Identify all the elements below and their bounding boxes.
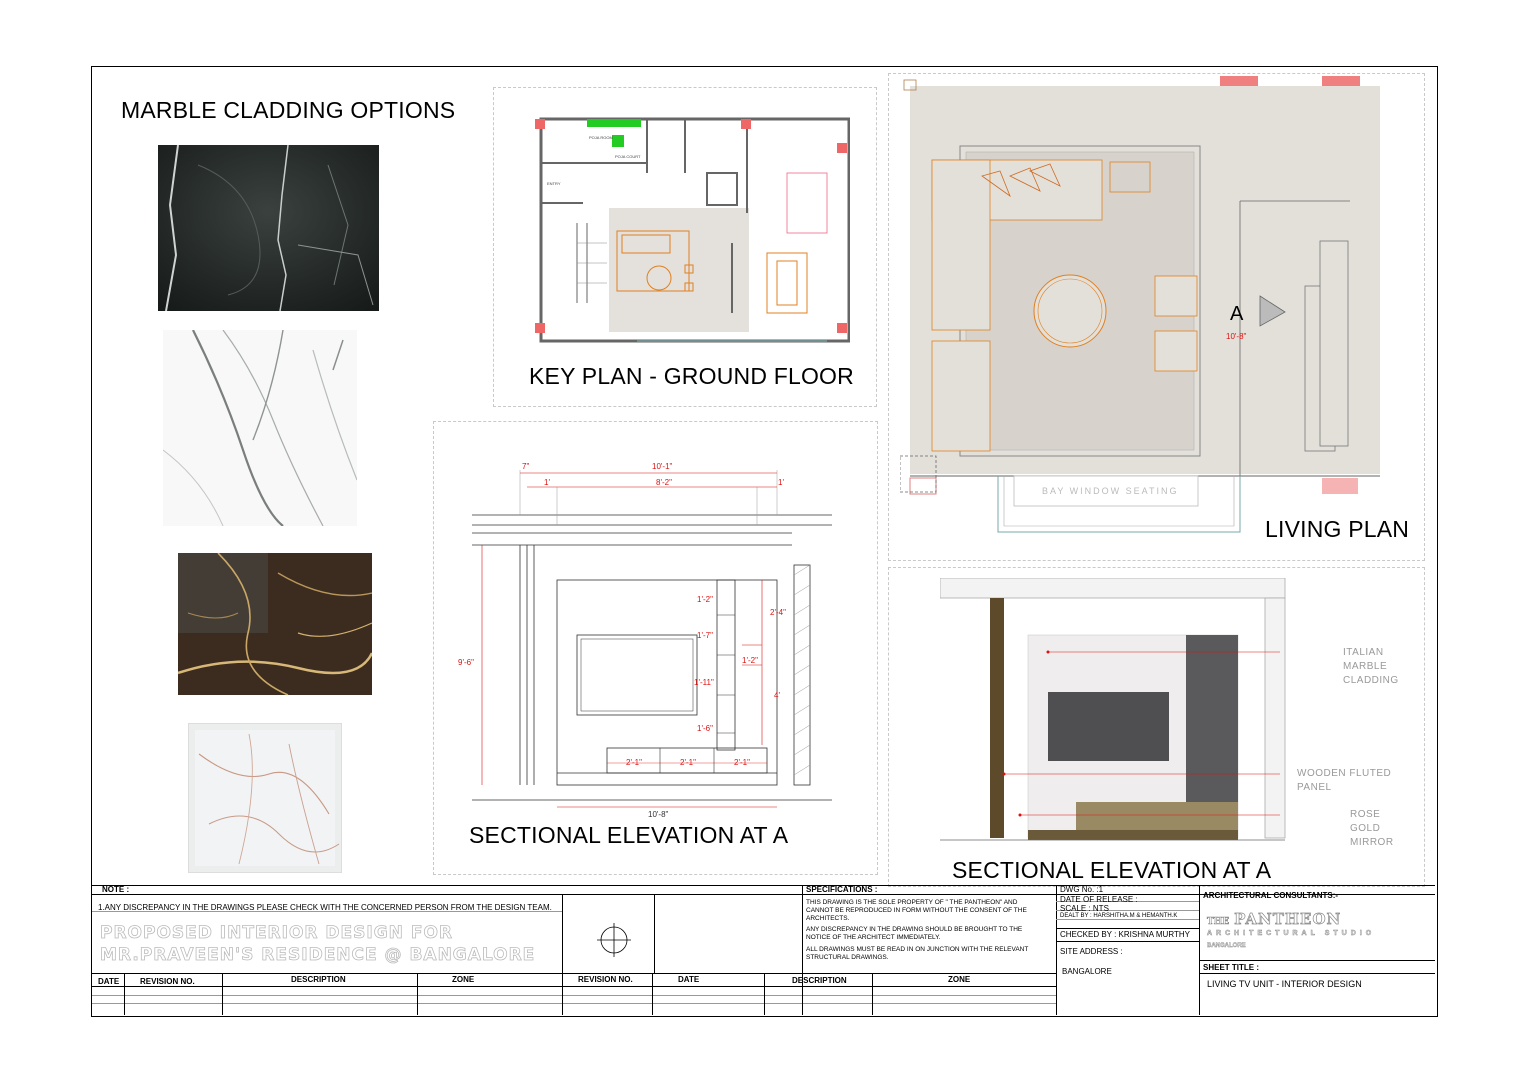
key-plan-label-puja-court: POJA COURT — [615, 154, 641, 159]
rev-h-description-2: DESCRIPTION — [792, 976, 847, 985]
sl-dim-mid-center: 8'-2" — [656, 478, 672, 487]
firm-logo: THE PANTHEON — [1207, 910, 1342, 928]
sheet-title: LIVING TV UNIT - INTERIOR DESIGN — [1207, 979, 1362, 989]
project-line2: MR.PRAVEEN'S RESIDENCE @ BANGALORE — [100, 945, 536, 965]
spec-2: ANY DISCREPANCY IN THE DRAWING SHOULD BE BROUGHT TO THE NOTICE OF THE ARCHITECT IMMEDIATELY. — [806, 926, 1023, 941]
sl-dim-drawer2: 2'-1" — [680, 758, 696, 767]
dwg-no: DWG No. :1 — [1060, 885, 1104, 894]
rev-h-revision-2: REVISION NO. — [578, 975, 633, 984]
sl-dim-top-overall: 10'-1" — [652, 462, 673, 471]
key-plan-title: KEY PLAN - GROUND FLOOR — [529, 363, 854, 389]
rev-h-date-2: DATE — [678, 975, 700, 984]
marble-options-title: MARBLE CLADDING OPTIONS — [121, 97, 456, 123]
sheet-title-label: SHEET TITLE : — [1203, 963, 1259, 972]
section-left-drawing — [452, 455, 847, 825]
spec-1: THIS DRAWING IS THE SOLE PROPERTY OF " THE PANTHEON" AND CANNOT BE REPRODUCED IN FORM WITHOUT THE CONSENT OF THE ARCHITECTS. — [806, 899, 1027, 922]
note-header: NOTE : — [102, 885, 130, 894]
marble-swatch-black — [158, 145, 379, 311]
sl-dim-shelf1: 1'-2" — [697, 595, 713, 604]
sl-dim-shelf3: 1'-11" — [694, 678, 714, 687]
sl-dim-side-lower: 4' — [774, 691, 780, 700]
bay-window-label: BAY WINDOW SEATING — [1042, 486, 1179, 496]
key-plan-label-puja-room: POJA ROOM — [589, 135, 613, 140]
dealt-by: DEALT BY : HARSHITHA.M & HEMANTH.K — [1060, 913, 1178, 919]
key-plan-drawing — [527, 113, 850, 345]
rev-h-description: DESCRIPTION — [291, 975, 346, 984]
rev-h-zone-2: ZONE — [948, 975, 971, 984]
scale: SCALE : NTS — [1060, 904, 1109, 913]
note-text: 1.ANY DISCREPANCY IN THE DRAWINGS PLEASE CHECK WITH THE CONCERNED PERSON FROM THE DESIGN TEAM. — [98, 903, 552, 912]
sl-dim-height: 9'-6" — [458, 658, 474, 667]
marble-swatch-white — [163, 330, 357, 526]
rev-h-date: DATE — [98, 977, 120, 986]
sl-dim-shelf4: 1'-6" — [697, 724, 713, 733]
site-address-label: SITE ADDRESS : — [1060, 947, 1123, 956]
key-plan-label-entry: ENTRY — [547, 181, 561, 186]
callout-marble: ITALIAN MARBLE CLADDING — [1343, 647, 1399, 686]
firm-city: BANGALORE — [1207, 943, 1246, 949]
title-block — [92, 885, 1435, 1015]
rev-h-zone: ZONE — [452, 975, 475, 984]
sl-dim-drawer3: 2'-1" — [734, 758, 750, 767]
living-plan-drawing — [900, 76, 1410, 536]
sl-dim-shelf2: 1'-7" — [697, 631, 713, 640]
spec-header: SPECIFICATIONS : — [806, 885, 878, 894]
checked-by: CHECKED BY : KRISHNA MURTHY — [1060, 930, 1190, 939]
consultants-label: ARCHITECTURAL CONSULTANTS:- — [1203, 891, 1339, 900]
rev-h-revision: REVISION NO. — [140, 977, 195, 986]
date-release: DATE OF RELEASE : — [1060, 895, 1138, 904]
section-right-drawing — [940, 578, 1290, 848]
marble-swatch-brown-gold — [178, 553, 372, 695]
sl-dim-side-mid: 1'-2" — [742, 656, 758, 665]
firm-sub: ARCHITECTURAL STUDIO — [1207, 930, 1376, 937]
section-left-title: SECTIONAL ELEVATION AT A — [469, 822, 789, 848]
sl-dim-bottom-overall: 10'-8" — [648, 810, 669, 819]
section-right-title: SECTIONAL ELEVATION AT A — [952, 857, 1272, 883]
callout-wooden-panel: WOODEN FLUTED PANEL — [1297, 768, 1392, 793]
spec-3: ALL DRAWINGS MUST BE READ IN ON JUNCTION WITH THE RELEVANT STRUCTURAL DRAWINGS. — [806, 946, 1029, 961]
sl-dim-top-left: 7" — [522, 462, 530, 471]
sl-dim-mid-right: 1' — [778, 478, 784, 487]
sl-dim-drawer1: 2'-1" — [626, 758, 642, 767]
callout-rose-mirror: ROSE GOLD MIRROR — [1350, 809, 1394, 848]
sl-dim-mid-left: 1' — [544, 478, 550, 487]
sl-dim-side-upper: 2'-4" — [770, 608, 786, 617]
living-plan-dim: 10'-8" — [1226, 332, 1247, 341]
north-symbol-icon — [597, 923, 631, 962]
living-plan-marker: A — [1230, 303, 1244, 325]
project-line1: PROPOSED INTERIOR DESIGN FOR — [100, 923, 453, 943]
living-plan-title: LIVING PLAN — [1265, 516, 1410, 542]
marble-swatch-rose-vein — [188, 723, 342, 873]
site-address: BANGALORE — [1062, 967, 1112, 976]
